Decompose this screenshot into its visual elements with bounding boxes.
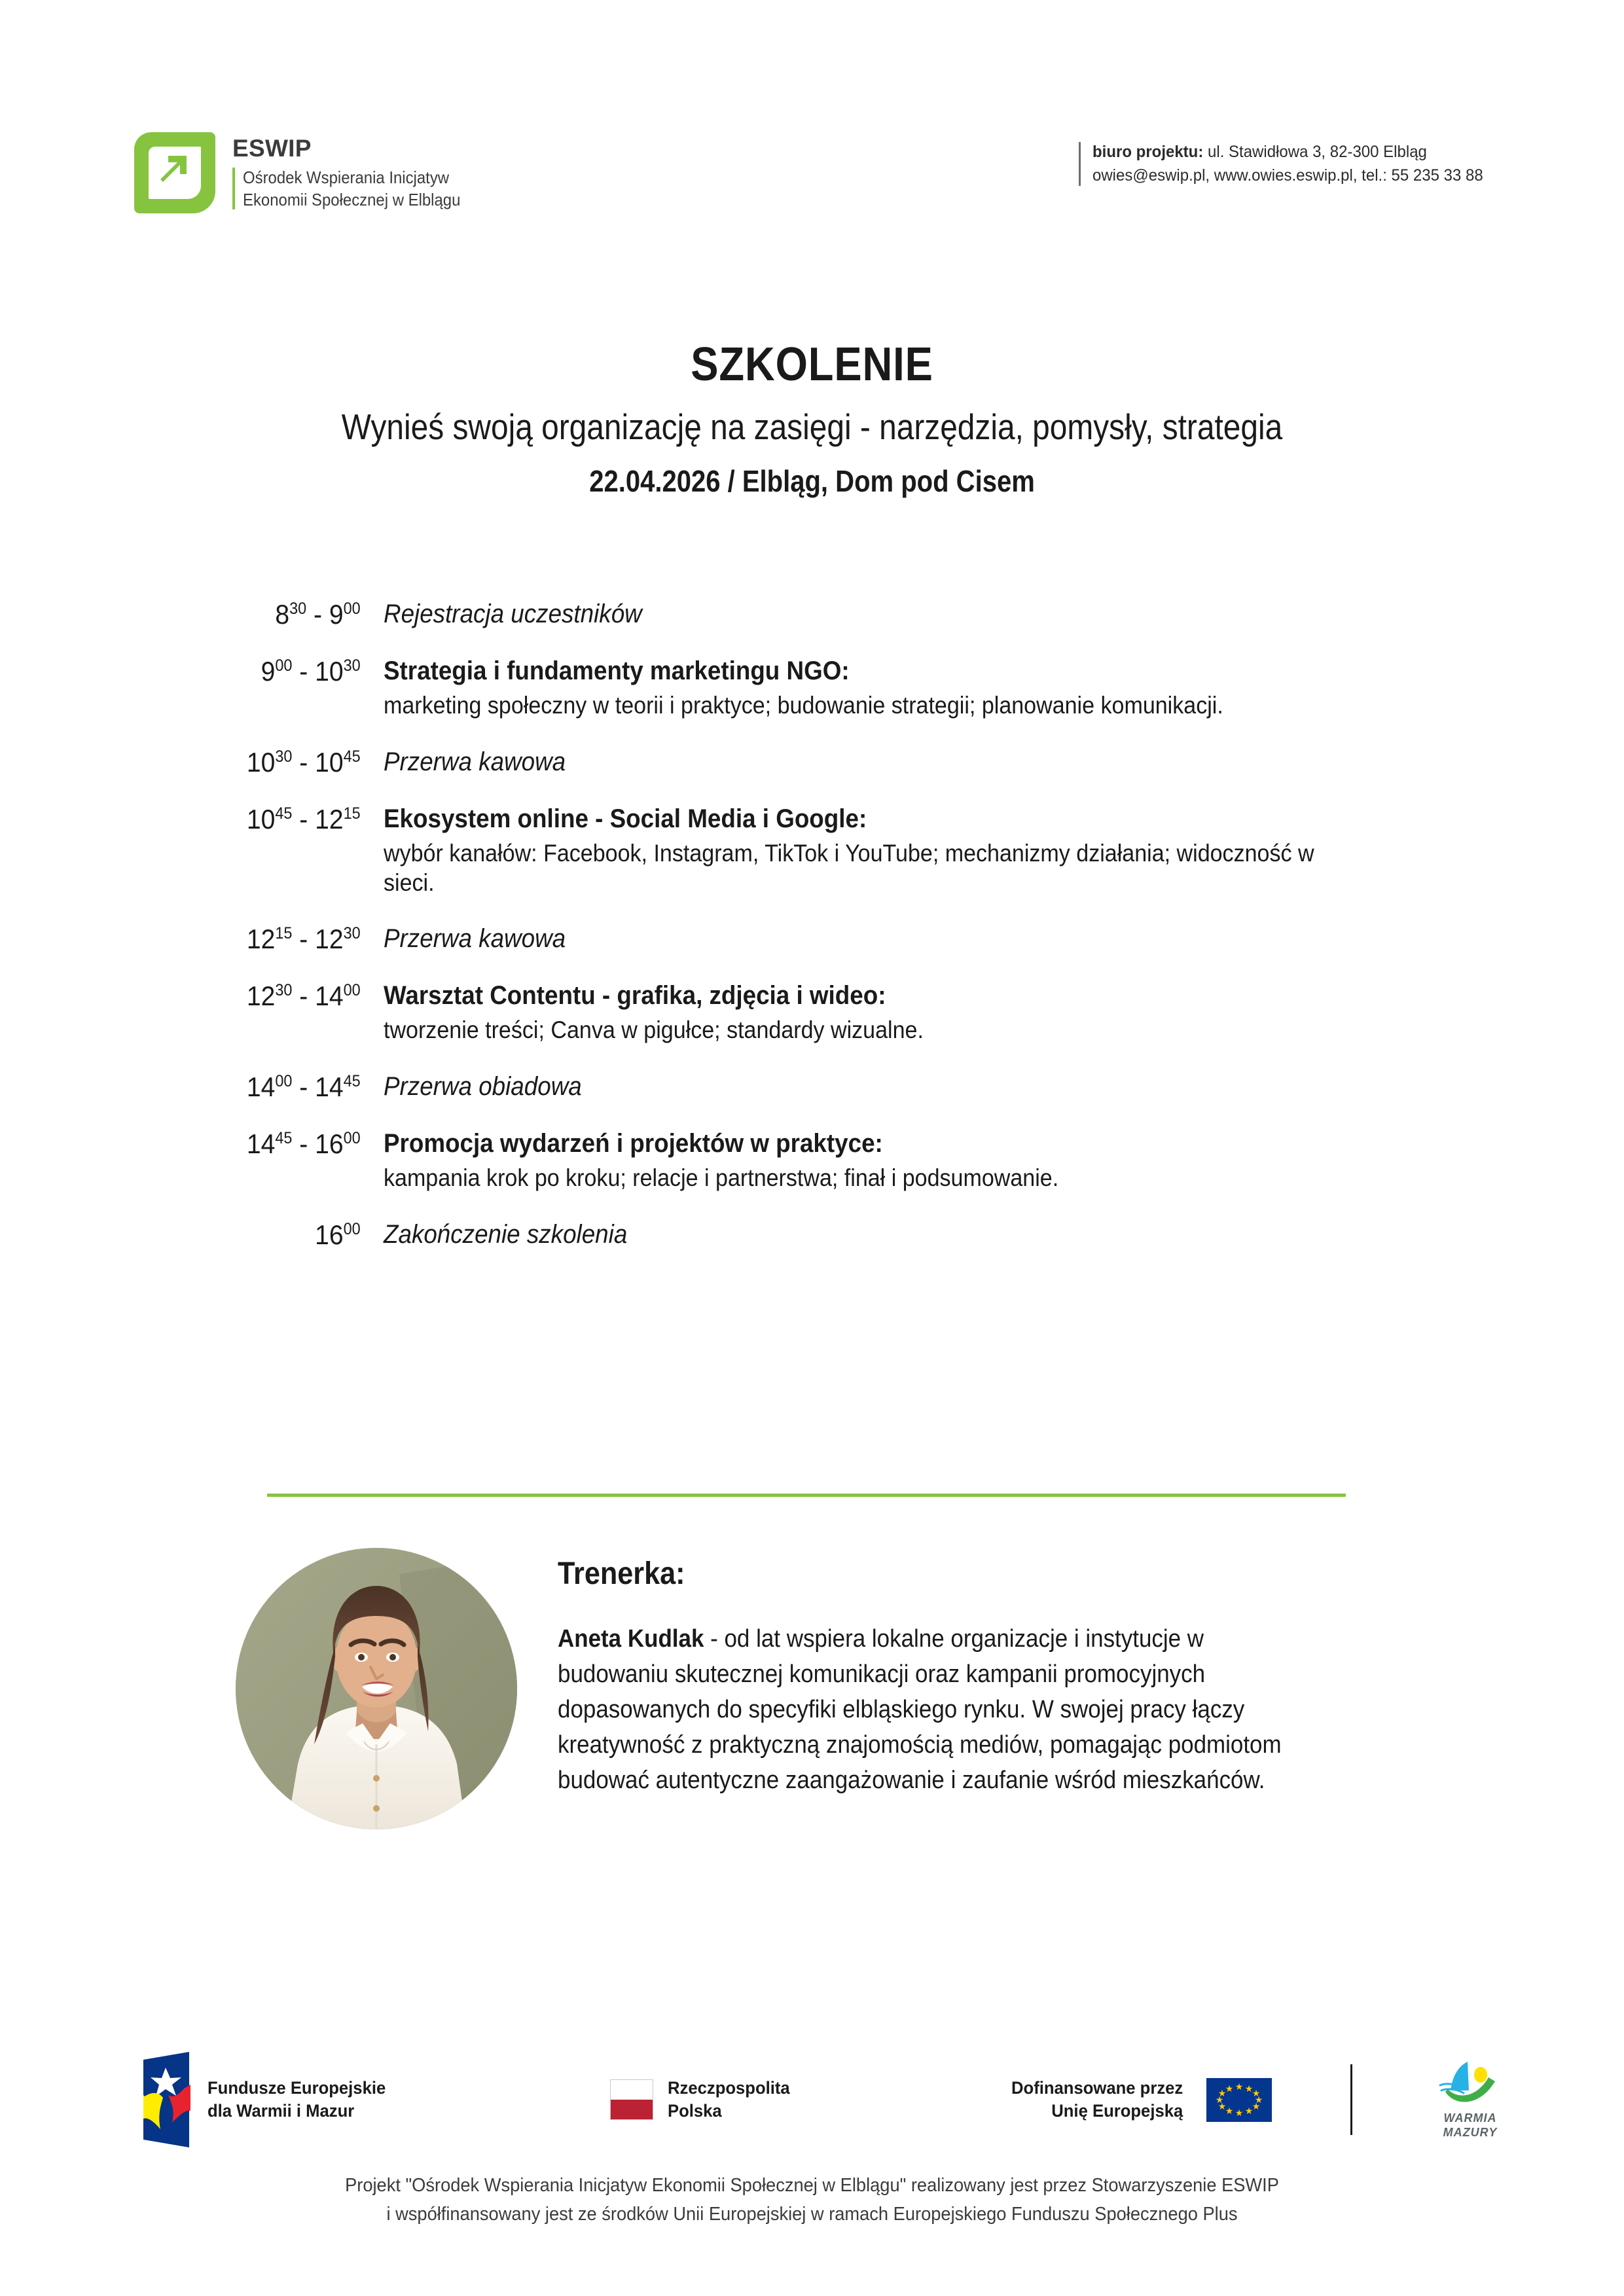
funding-logos: [134, 2041, 1509, 2159]
agenda-time: $14^{45} - 16^{00}$: [246, 1128, 361, 1159]
agenda-time: $10^{45} - 12^{15}$: [246, 803, 361, 834]
rzeczpospolita-label: [668, 2077, 790, 2122]
eu-star-icon: ★: [1244, 2106, 1254, 2117]
agenda-item-desc: kampania krok po kroku; relacje i partnerstwa; finał i podsumowanie.: [384, 1164, 1059, 1192]
wm-line2: MAZURY: [1443, 2126, 1498, 2139]
brand-subtitle-line1: Ośrodek Wspierania Inicjatyw: [243, 168, 450, 187]
eu-star-icon: ★: [1244, 2083, 1254, 2094]
footer-note-line2: i współfinansowany jest ze środków Unii Europejskiej w ramach Europejskiego Funduszu Społecznego Plus: [386, 2203, 1238, 2225]
contact-divider: [1079, 142, 1081, 186]
project-office-contact: [1079, 140, 1500, 188]
agenda-row: [208, 1128, 1452, 1193]
fe-line1: Fundusze Europejskie: [208, 2078, 386, 2098]
agenda-row: [208, 1219, 1452, 1250]
eu-star-icon: ★: [1215, 2094, 1224, 2105]
fundusze-europejskie-label: [208, 2077, 386, 2122]
trainer-section: [236, 1548, 1362, 1829]
footer-note: [48, 2172, 1575, 2229]
trainer-avatar: [236, 1548, 517, 1829]
title-block: [0, 340, 1624, 498]
agenda-time: $12^{30} - 14^{00}$: [246, 980, 361, 1012]
contact-email-phone: owies@eswip.pl, www.owies.eswip.pl, tel.: 55 235 33 88: [1092, 166, 1484, 185]
trainer-heading: Trenerka:: [558, 1556, 685, 1591]
contact-address-line: [1092, 140, 1483, 164]
page-title: SZKOLENIE: [691, 338, 933, 391]
logo-dofinansowane-ue: [1011, 2077, 1272, 2122]
rp-line1: Rzeczpospolita: [668, 2078, 790, 2098]
agenda-item-desc: tworzenie treści; Canva w pigułce; standardy wizualne.: [384, 1016, 924, 1044]
eu-star-icon: ★: [1235, 2081, 1244, 2092]
footer-note-line1: Projekt "Ośrodek Wspierania Inicjatyw Ekonomii Społecznej w Elblągu" realizowany jest przez Stowarzyszenie ESWIP: [345, 2175, 1279, 2196]
footer-logo-divider: [1350, 2064, 1352, 2135]
agenda-time: $9^{00} - 10^{30}$: [261, 656, 361, 687]
polish-flag-icon: [610, 2079, 653, 2120]
agenda-body: [384, 804, 1452, 897]
warmia-mazury-icon: [1436, 2059, 1504, 2109]
rp-line2: Polska: [668, 2101, 722, 2121]
agenda-body: [384, 747, 1452, 777]
agenda-item-title: Promocja wydarzeń i projektów w praktyce:: [384, 1128, 883, 1158]
agenda-row: [208, 980, 1452, 1045]
eswip-logo-icon: [134, 132, 215, 213]
eu-star-icon: ★: [1225, 2106, 1234, 2117]
agenda-row: [208, 1071, 1452, 1102]
agenda-body: [384, 1071, 1452, 1102]
trainer-bio-text: - od lat wspiera lokalne organizacje i instytucje w budowaniu skutecznej komunikacji oraz kampanii promocyjnych dopasowanych do specyfiki elbląskiego rynku. W swojej pracy łączy kreatywność z praktyczną znajomością mediów, pomagając podmiotom budować autentyczne zaangażowanie i zaufanie wśród mieszkańców.: [558, 1624, 1282, 1794]
page-header: [134, 128, 1500, 226]
section-divider: [267, 1494, 1346, 1497]
eu-star-icon: ★: [1252, 2087, 1261, 2098]
agenda-time: $14^{00} - 14^{45}$: [246, 1071, 361, 1102]
agenda-time: $10^{30} - 10^{45}$: [246, 746, 361, 778]
agenda-item-title: Ekosystem online - Social Media i Google:: [384, 804, 867, 833]
agenda-time: $8^{30} - 9^{00}$: [275, 599, 361, 630]
agenda-item-desc: wybór kanałów: Facebook, Instagram, TikTok i YouTube; mechanizmy działania; widoczność w sieci.: [384, 840, 1314, 896]
contact-address: ul. Stawidłowa 3, 82-300 Elbląg: [1208, 143, 1428, 161]
contact-label: biuro projektu:: [1092, 143, 1204, 161]
agenda-time: $12^{15} - 12^{30}$: [246, 924, 361, 955]
eswip-brand: [134, 132, 479, 213]
eu-flag-icon: [1206, 2078, 1272, 2122]
agenda-item-title: Zakończenie szkolenia: [384, 1219, 628, 1249]
agenda-body: [384, 656, 1452, 721]
agenda-time: $16^{00}$: [315, 1219, 361, 1250]
wm-line1: WARMIA: [1443, 2111, 1497, 2125]
page-subtitle: Wynieś swoją organizację na zasięgi - narzędzia, pomysły, strategia: [341, 406, 1283, 447]
agenda-item-title: Przerwa kawowa: [384, 747, 566, 776]
agenda-body: [384, 1128, 1452, 1193]
agenda-item-title: Przerwa kawowa: [384, 924, 566, 954]
eu-star-icon: ★: [1235, 2108, 1244, 2119]
agenda-row: [208, 656, 1452, 721]
agenda-row: [208, 924, 1452, 954]
trainer-bio: [558, 1622, 1297, 1799]
eu-star-icon: ★: [1254, 2094, 1263, 2105]
agenda-item-title: Przerwa obiadowa: [384, 1071, 582, 1101]
ue-line1: Dofinansowane przez: [1011, 2078, 1183, 2098]
agenda-item-title: Rejestracja uczestników: [384, 600, 642, 628]
logo-fundusze-europejskie: [134, 2051, 395, 2149]
logo-warmia-mazury: [1431, 2059, 1509, 2140]
eu-star-icon: ★: [1218, 2087, 1227, 2098]
fundusze-europejskie-icon: [134, 2051, 193, 2149]
agenda-body: [384, 1219, 1452, 1249]
agenda-row: [208, 747, 1452, 778]
event-date-place: 22.04.2026 / Elbląg, Dom pod Cisem: [589, 464, 1035, 499]
agenda-item-title: Strategia i fundamenty marketingu NGO:: [384, 656, 850, 686]
trainer-name: Aneta Kudlak: [558, 1624, 704, 1653]
logo-rzeczpospolita-polska: [610, 2077, 797, 2122]
agenda-body: [384, 924, 1452, 954]
agenda-body: [384, 980, 1452, 1045]
eu-star-icon: ★: [1225, 2083, 1234, 2094]
brand-accent-rule: [232, 168, 235, 209]
agenda-item-title: Warsztat Contentu - grafika, zdjęcia i wideo:: [384, 981, 886, 1011]
agenda-body: [384, 599, 1452, 629]
ue-line2: Unię Europejską: [1051, 2101, 1183, 2121]
agenda-row: [208, 804, 1452, 897]
agenda-row: [208, 599, 1452, 630]
agenda-list: [208, 599, 1452, 1276]
warmia-mazury-label: [1431, 2111, 1509, 2140]
brand-title: ESWIP: [232, 135, 312, 162]
dofinansowane-label: [1011, 2077, 1183, 2122]
brand-subtitle-line2: Ekonomii Społecznej w Elblągu: [243, 190, 461, 210]
agenda-item-desc: marketing społeczny w teorii i praktyce; budowanie strategii; planowanie komunikacji.: [384, 692, 1223, 719]
eu-star-icon: ★: [1218, 2101, 1227, 2112]
eu-star-icon: ★: [1252, 2101, 1261, 2112]
fe-line2: dla Warmii i Mazur: [208, 2101, 355, 2121]
